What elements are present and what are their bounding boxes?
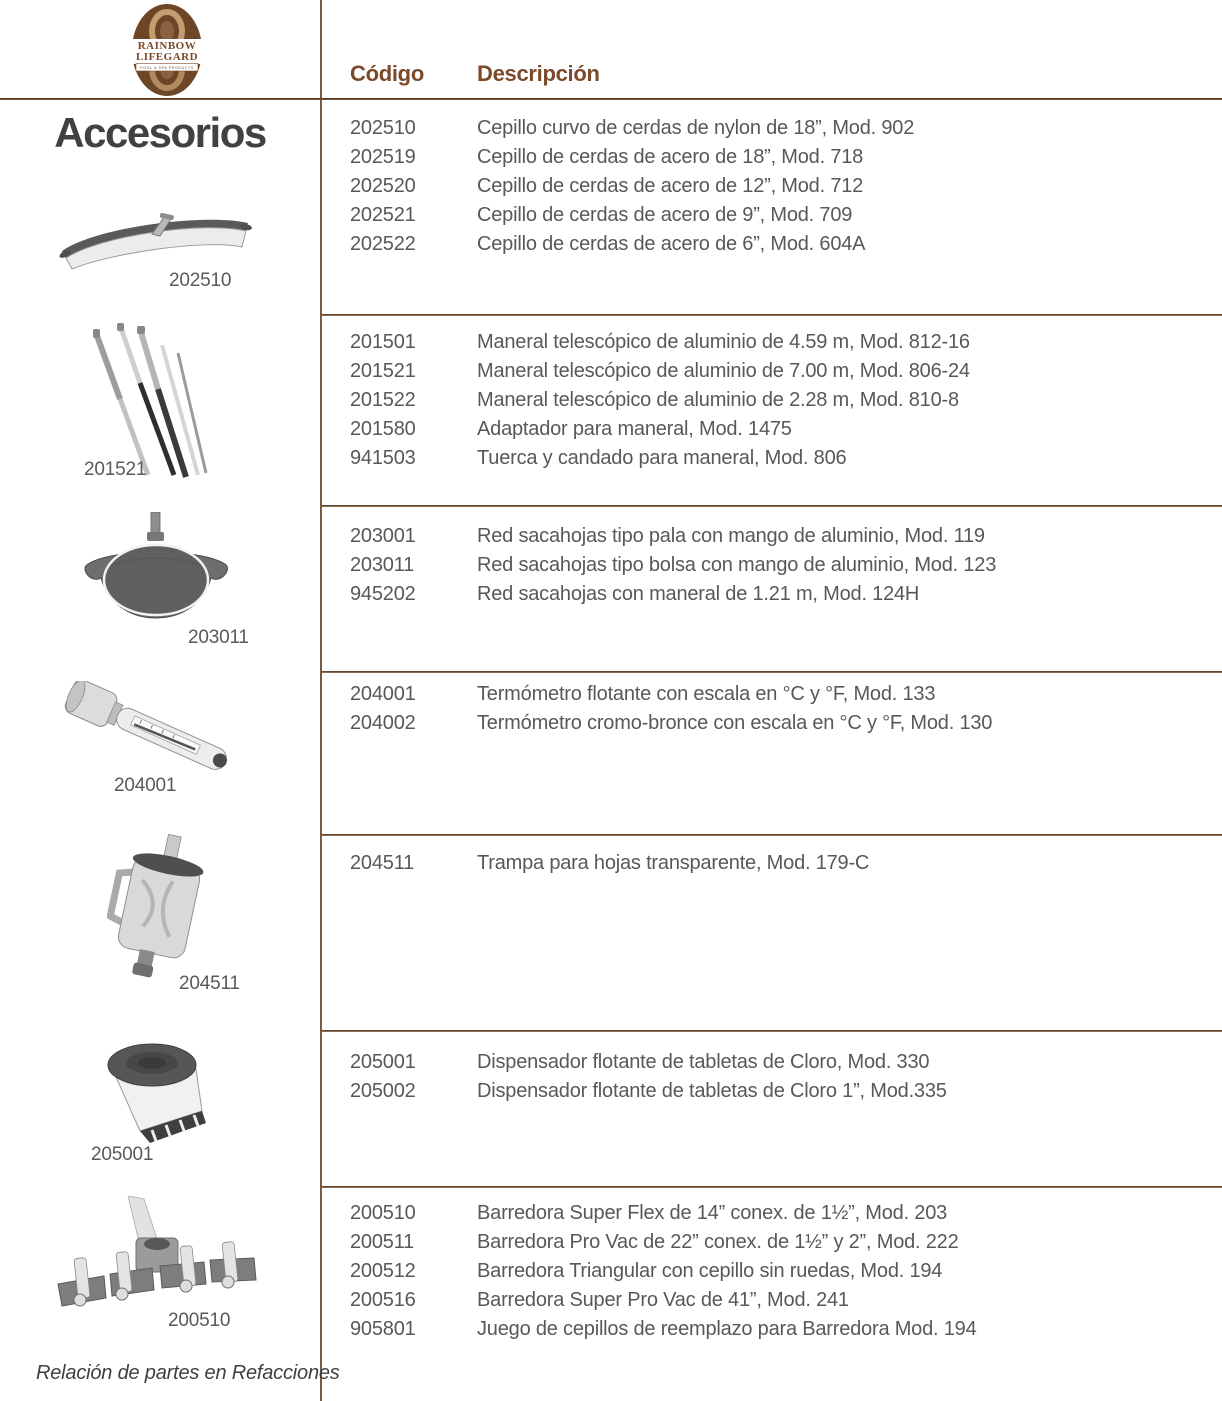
product-code: 202519	[350, 146, 416, 168]
product-code: 200510	[350, 1202, 416, 1224]
product-code: 200512	[350, 1260, 416, 1282]
catalog-row	[322, 1199, 1222, 1228]
product-description: Dispensador flotante de tabletas de Cloro 1”, Mod.335	[477, 1080, 947, 1102]
catalog-row	[322, 143, 1222, 172]
product-description: Termómetro cromo-bronce con escala en °C y °F, Mod. 130	[477, 712, 993, 734]
product-description: Barredora Pro Vac de 22” conex. de 1½” y 2”, Mod. 222	[477, 1231, 959, 1253]
product-description: Red sacahojas con maneral de 1.21 m, Mod. 124H	[477, 583, 920, 605]
figure-label: 205001	[91, 1144, 154, 1165]
product-description: Adaptador para maneral, Mod. 1475	[477, 418, 792, 440]
product-description: Dispensador flotante de tabletas de Cloro, Mod. 330	[477, 1051, 930, 1073]
product-description: Barredora Super Pro Vac de 41”, Mod. 241	[477, 1289, 849, 1311]
catalog-row	[322, 1228, 1222, 1257]
product-code: 205001	[350, 1051, 416, 1073]
product-description: Termómetro flotante con escala en °C y °F, Mod. 133	[477, 683, 936, 705]
catalog-row	[322, 230, 1222, 259]
catalog-group	[322, 680, 1222, 738]
figure-label: 204511	[179, 973, 240, 994]
product-description: Juego de cepillos de reemplazo para Barredora Mod. 194	[477, 1318, 977, 1340]
catalog-row	[322, 444, 1222, 473]
catalog-row	[322, 849, 1222, 878]
chlorine-dispenser-icon	[100, 1039, 215, 1145]
product-code: 201501	[350, 331, 416, 353]
rainbow-lifegard-logo	[131, 2, 203, 98]
figure-label: 201521	[84, 459, 147, 480]
catalog-row	[322, 1048, 1222, 1077]
product-code: 204511	[350, 852, 415, 874]
product-code: 905801	[350, 1318, 416, 1340]
catalog-row	[322, 680, 1222, 709]
catalog-group	[322, 328, 1222, 473]
product-description: Cepillo de cerdas de acero de 6”, Mod. 604A	[477, 233, 866, 255]
product-code: 204002	[350, 712, 416, 734]
header-rule	[0, 98, 1222, 100]
product-code: 945202	[350, 583, 416, 605]
catalog-group	[322, 1048, 1222, 1106]
product-code: 204001	[350, 683, 416, 705]
product-code: 201580	[350, 418, 416, 440]
catalog-row	[322, 1257, 1222, 1286]
column-header-description: Descripción	[477, 61, 600, 86]
product-description: Red sacahojas tipo bolsa con mango de aluminio, Mod. 123	[477, 554, 997, 576]
product-code: 202510	[350, 117, 416, 139]
catalog-row	[322, 386, 1222, 415]
catalog-row	[322, 1286, 1222, 1315]
product-description: Cepillo de cerdas de acero de 12”, Mod. 712	[477, 175, 864, 197]
figure-label: 203011	[188, 627, 249, 648]
product-code: 205002	[350, 1080, 416, 1102]
product-description: Cepillo de cerdas de acero de 18”, Mod. 718	[477, 146, 864, 168]
catalog-group	[322, 849, 1222, 878]
product-description: Trampa para hojas transparente, Mod. 179-C	[477, 852, 870, 874]
separator-line	[322, 314, 1222, 316]
product-code: 202520	[350, 175, 416, 197]
figure-label: 202510	[169, 270, 232, 291]
logo-text-lifegard: LIFEGARD	[135, 51, 199, 63]
catalog-row	[322, 1077, 1222, 1106]
catalog-row	[322, 114, 1222, 143]
page-title: Accesorios	[54, 109, 266, 156]
footer-note: Relación de partes en Refacciones	[36, 1362, 340, 1384]
product-description: Cepillo de cerdas de acero de 9”, Mod. 709	[477, 204, 853, 226]
product-code: 202522	[350, 233, 416, 255]
product-description: Red sacahojas tipo pala con mango de aluminio, Mod. 119	[477, 525, 985, 547]
table-header-row	[322, 61, 1222, 87]
figure-label: 204001	[114, 775, 177, 796]
logo-text-rainbow: RAINBOW	[137, 40, 197, 52]
curved-brush-icon	[56, 201, 256, 273]
catalog-group	[322, 1199, 1222, 1344]
product-code: 202521	[350, 204, 416, 226]
product-description: Cepillo curvo de cerdas de nylon de 18”, Mod. 902	[477, 117, 915, 139]
figure-label: 200510	[168, 1310, 231, 1331]
separator-line	[322, 671, 1222, 673]
catalog-row	[322, 328, 1222, 357]
leaf-net-icon	[84, 512, 229, 628]
separator-line	[322, 834, 1222, 836]
product-code: 203001	[350, 525, 416, 547]
catalog-row	[322, 415, 1222, 444]
catalog-row	[322, 551, 1222, 580]
product-description: Maneral telescópico de aluminio de 2.28 m, Mod. 810-8	[477, 389, 959, 411]
product-code: 201521	[350, 360, 416, 382]
catalog-row	[322, 709, 1222, 738]
separator-line	[322, 505, 1222, 507]
catalog-row	[322, 1315, 1222, 1344]
product-description: Barredora Super Flex de 14” conex. de 1½”, Mod. 203	[477, 1202, 948, 1224]
product-code: 203011	[350, 554, 415, 576]
catalog-row	[322, 201, 1222, 230]
product-description: Maneral telescópico de aluminio de 4.59 m, Mod. 812-16	[477, 331, 970, 353]
separator-line	[322, 1030, 1222, 1032]
catalog-row	[322, 580, 1222, 609]
column-header-code: Código	[350, 61, 424, 86]
catalog-group	[322, 114, 1222, 259]
product-code: 201522	[350, 389, 416, 411]
product-description: Maneral telescópico de aluminio de 7.00 m, Mod. 806-24	[477, 360, 970, 382]
vacuum-head-icon	[52, 1196, 262, 1312]
product-description: Tuerca y candado para maneral, Mod. 806	[477, 447, 847, 469]
separator-line	[322, 1186, 1222, 1188]
logo-text-tagline: POOL & SPA PRODUCTS	[140, 66, 194, 70]
catalog-row	[322, 172, 1222, 201]
product-code: 200511	[350, 1231, 415, 1253]
catalog-group	[322, 522, 1222, 609]
product-code: 941503	[350, 447, 416, 469]
catalog-row	[322, 522, 1222, 551]
product-code: 200516	[350, 1289, 416, 1311]
leaf-trap-icon	[107, 834, 212, 982]
product-description: Barredora Triangular con cepillo sin ruedas, Mod. 194	[477, 1260, 943, 1282]
catalog-row	[322, 357, 1222, 386]
telescopic-poles-icon	[82, 323, 217, 481]
